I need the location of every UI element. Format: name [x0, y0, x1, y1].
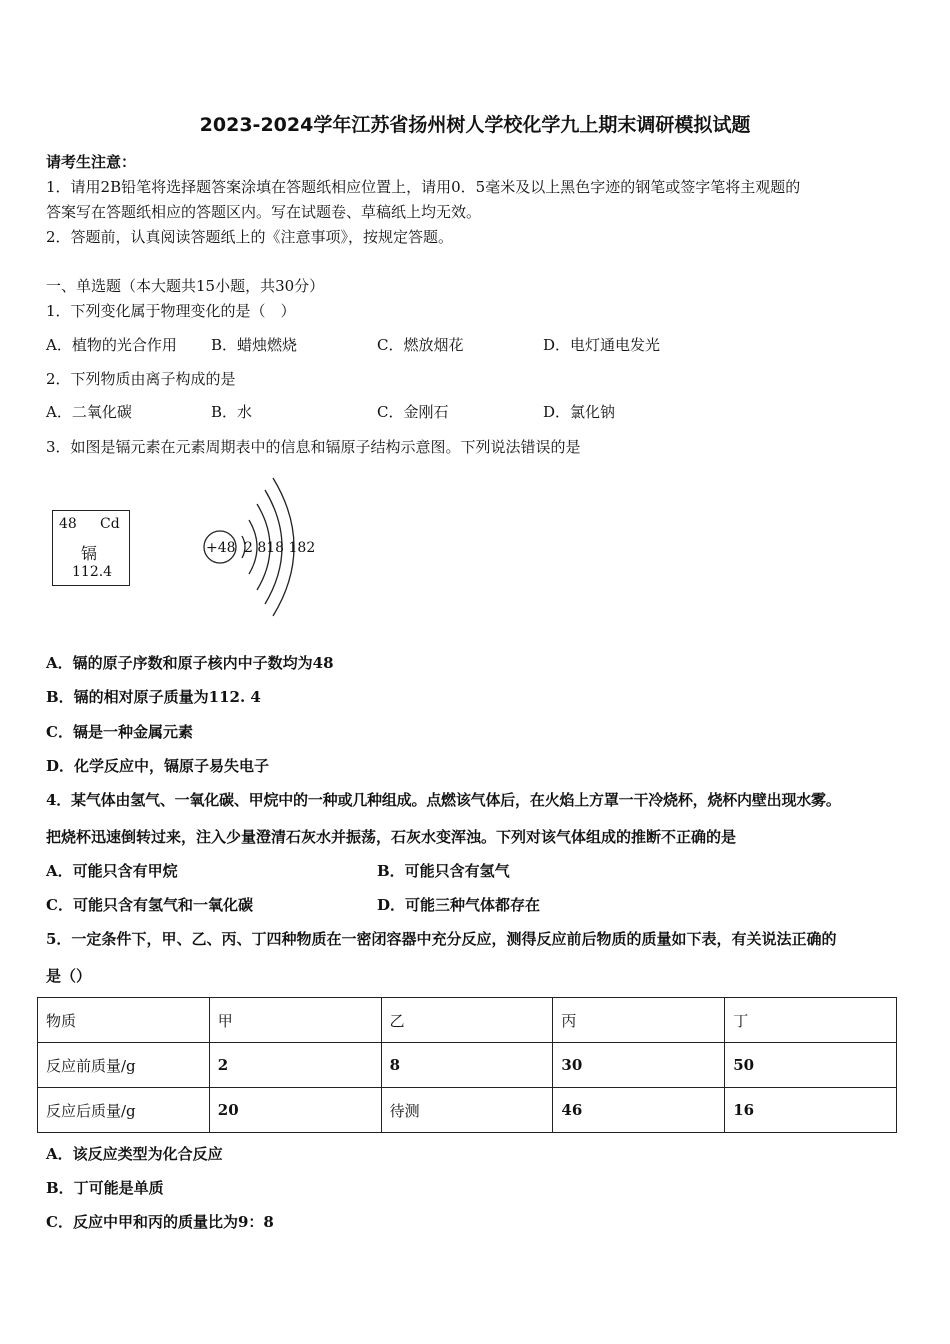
question-5-option-a: A．该反应类型为化合反应 [46, 1145, 223, 1163]
question-3-option-a: A．镉的原子序数和原子核内中子数均为48 [46, 654, 334, 672]
notice-line-3: 2．答题前，认真阅读答题纸上的《注意事项》，按规定答题。 [46, 228, 454, 246]
question-5-stem-1: 5．一定条件下，甲、乙、丙、丁四种物质在一密闭容器中充分反应，测得反应前后物质的质量如下表，有关说法正确的 [46, 930, 837, 948]
table-cell: 8 [381, 1043, 553, 1088]
table-cell: 16 [725, 1088, 897, 1133]
question-5-stem-2: 是（） [46, 967, 92, 985]
question-1-option-a: A．植物的光合作用 [46, 336, 177, 354]
question-2-option-a: A．二氧化碳 [46, 403, 132, 421]
question-5-option-b: B．丁可能是单质 [46, 1179, 164, 1197]
question-1-option-b: B．蜡烛燃烧 [211, 336, 298, 354]
mass-table [37, 997, 897, 1133]
element-number: 48 [59, 516, 77, 532]
table-cell: 46 [553, 1088, 725, 1133]
table-cell: 20 [209, 1088, 381, 1133]
question-4-stem-2: 把烧杯迅速倒转过来，注入少量澄清石灰水并振荡，石灰水变浑浊。下列对该气体组成的推断不正确的是 [46, 828, 737, 846]
table-cell: 2 [209, 1043, 381, 1088]
notice-line-1: 1．请用2B铅笔将选择题答案涂填在答题纸相应位置上，请用0．5毫米及以上黑色字迹的钢笔或签字笔将主观题的 [46, 178, 801, 196]
question-4-stem-1: 4．某气体由氢气、一氧化碳、甲烷中的一种或几种组成。点燃该气体后，在火焰上方罩一干冷烧杯，烧杯内壁出现水雾。 [46, 791, 841, 809]
table-cell: 待测 [381, 1088, 553, 1133]
element-name: 镉 [81, 544, 98, 563]
question-3-option-c: C．镉是一种金属元素 [46, 723, 193, 741]
element-symbol: Cd [100, 516, 120, 532]
table-row [38, 998, 897, 1043]
table-cell: 物质 [38, 998, 210, 1043]
question-1-option-d: D．电灯通电发光 [543, 336, 661, 354]
nucleus-charge: +48 [206, 540, 236, 556]
question-3-option-b: B．镉的相对原子质量为112. 4 [46, 688, 261, 706]
question-2-stem: 2．下列物质由离子构成的是 [46, 370, 236, 388]
table-cell: 丙 [553, 998, 725, 1043]
question-2-option-d: D．氯化钠 [543, 403, 616, 421]
electron-shells: 2 818 182 [244, 540, 316, 556]
table-cell: 丁 [725, 998, 897, 1043]
table-cell: 30 [553, 1043, 725, 1088]
question-1-stem: 1．下列变化属于物理变化的是（ ） [46, 302, 296, 320]
question-2-option-c: C．金刚石 [377, 403, 449, 421]
notice-heading: 请考生注意： [46, 153, 137, 171]
page-title: 2023-2024学年江苏省扬州树人学校化学九上期末调研模拟试题 [199, 114, 751, 136]
question-2-option-b: B．水 [211, 403, 253, 421]
table-row [38, 1043, 897, 1088]
notice-line-2: 答案写在答题纸相应的答题区内。写在试题卷、草稿纸上均无效。 [46, 203, 482, 221]
table-cell: 50 [725, 1043, 897, 1088]
question-3-stem: 3．如图是镉元素在元素周期表中的信息和镉原子结构示意图。下列说法错误的是 [46, 438, 581, 456]
question-4-option-c: C．可能只含有氢气和一氧化碳 [46, 896, 253, 914]
question-4-option-a: A．可能只含有甲烷 [46, 862, 178, 880]
question-4-option-b: B．可能只含有氢气 [377, 862, 510, 880]
question-4-option-d: D．可能三种气体都存在 [377, 896, 541, 914]
section-heading: 一、单选题（本大题共15小题，共30分） [46, 277, 325, 295]
element-mass: 112.4 [72, 564, 113, 580]
question-1-option-c: C．燃放烟花 [377, 336, 464, 354]
question-5-option-c: C．反应中甲和丙的质量比为9：8 [46, 1213, 274, 1231]
table-cell: 甲 [209, 998, 381, 1043]
periodic-table-cell [52, 510, 130, 586]
question-3-option-d: D．化学反应中，镉原子易失电子 [46, 757, 270, 775]
table-cell: 反应前质量/g [38, 1043, 210, 1088]
table-row [38, 1088, 897, 1133]
table-cell: 反应后质量/g [38, 1088, 210, 1133]
table-cell: 乙 [381, 998, 553, 1043]
